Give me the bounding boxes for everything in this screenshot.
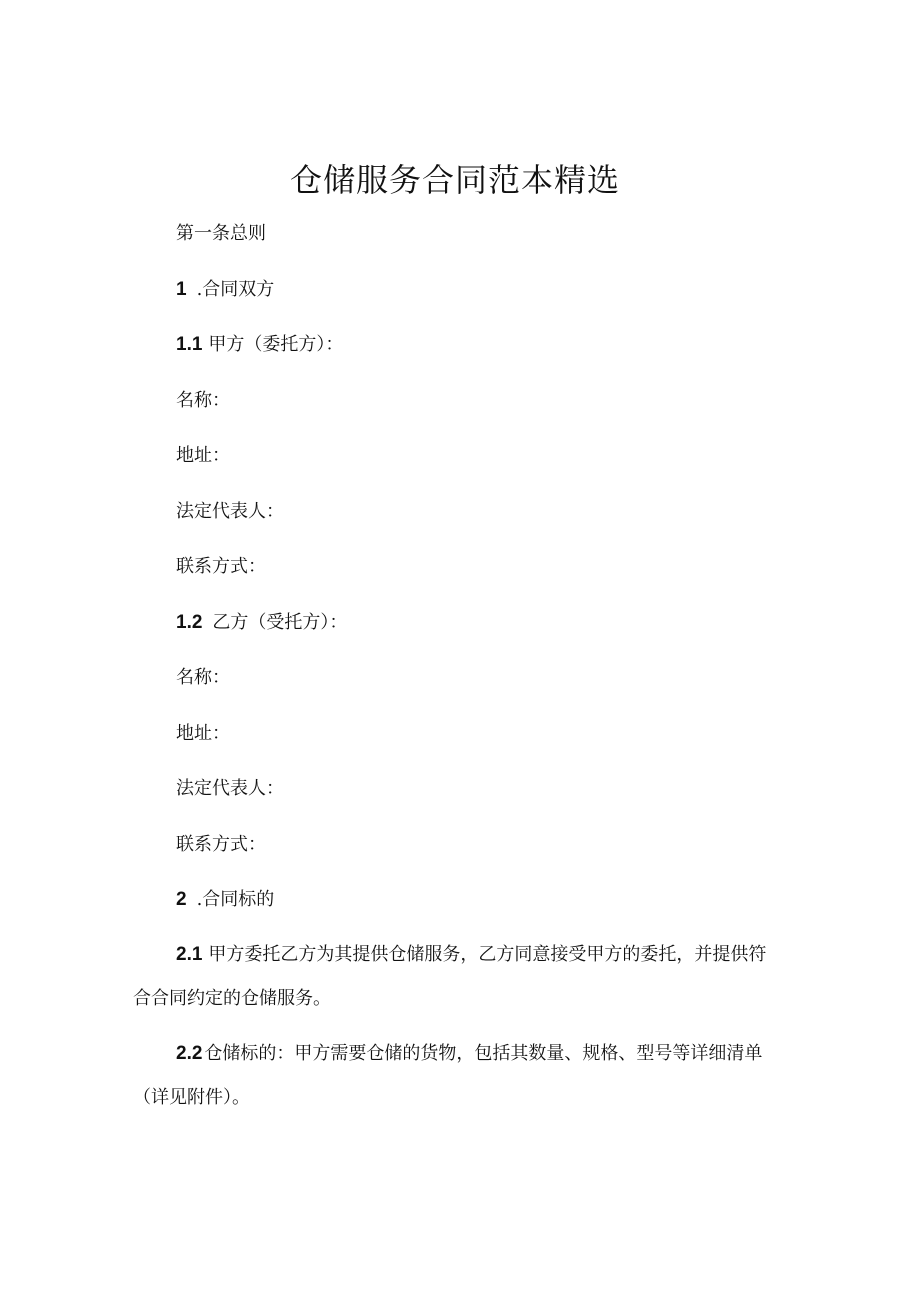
party-b-address-label: 地址： [176,723,230,744]
party-b-heading [176,610,347,636]
section-label: .合同双方 [196,279,275,300]
clause-2-2-paragraph [133,1032,773,1120]
clause-text: 甲方委托乙方为其提供仓储服务，乙方同意接受甲方的委托，并提供符合合同约定的仓储服务。 [133,944,767,1009]
article-heading: 第一条总则 [176,223,266,244]
party-a-representative-label: 法定代表人： [176,501,284,522]
clause-number: 1.1 [176,334,203,355]
section-number: 2 [176,889,187,910]
clause-text: 仓储标的：甲方需要仓储的货物，包括其数量、规格、型号等详细清单（详见附件）。 [133,1043,763,1108]
party-a-contact-label: 联系方式： [176,556,266,577]
clause-2-1-paragraph [133,933,773,1021]
party-a-heading [176,332,343,358]
section-1-heading [176,277,274,303]
document-title: 仓储服务合同范本精选 [289,161,620,199]
clause-number: 1.2 [176,612,203,633]
party-b-representative-label: 法定代表人： [176,778,284,799]
party-b-name-label: 名称： [176,667,230,688]
clause-number: 2.1 [176,944,203,965]
party-b-contact-label: 联系方式： [176,834,266,855]
party-a-address-label: 地址： [176,445,230,466]
section-number: 1 [176,279,187,300]
section-2-heading [176,887,274,913]
section-label: .合同标的 [196,889,275,910]
clause-number: 2.2 [176,1043,203,1064]
clause-label: 乙方（受托方）： [212,612,348,633]
clause-label: 甲方（委托方）： [208,334,344,355]
party-a-name-label: 名称： [176,390,230,411]
